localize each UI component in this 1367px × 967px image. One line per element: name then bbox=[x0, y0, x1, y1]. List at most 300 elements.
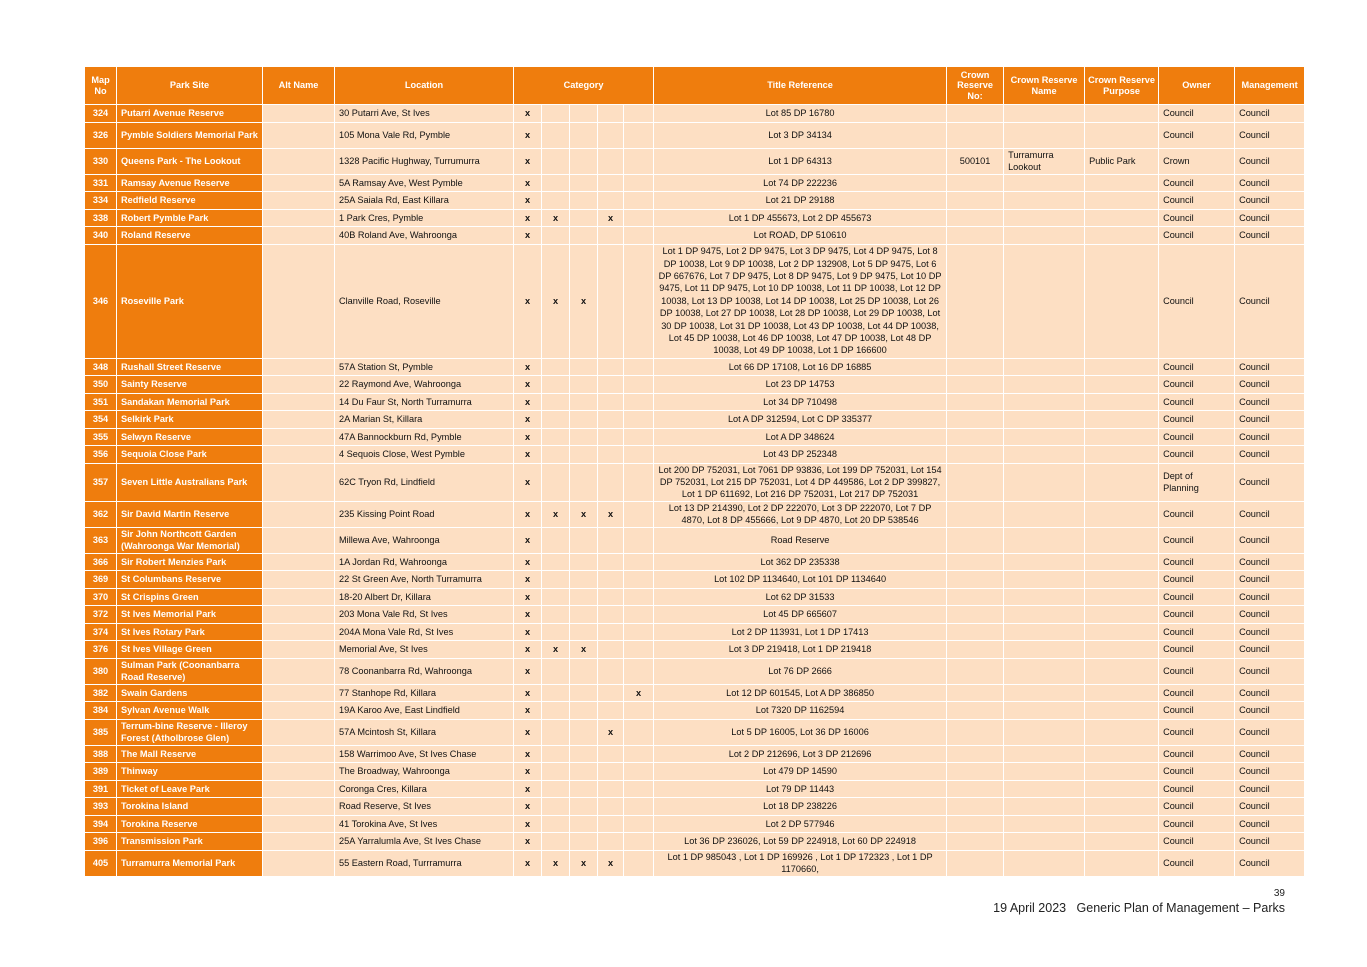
crown-reserve-no-cell bbox=[947, 122, 1004, 148]
category-1-cell: x bbox=[514, 641, 542, 659]
category-4-cell bbox=[598, 527, 624, 553]
park-site-cell: St Ives Memorial Park bbox=[117, 606, 263, 624]
crown-reserve-name-cell bbox=[1004, 623, 1085, 641]
category-3-cell bbox=[570, 527, 598, 553]
table-row bbox=[85, 501, 1305, 527]
category-3-cell bbox=[570, 588, 598, 606]
category-4-cell bbox=[598, 463, 624, 501]
category-2-cell bbox=[542, 658, 570, 684]
crown-reserve-no-cell bbox=[947, 244, 1004, 358]
park-site-cell: St Ives Rotary Park bbox=[117, 623, 263, 641]
location-cell: 158 Warrimoo Ave, St Ives Chase bbox=[335, 745, 514, 763]
owner-cell: Council bbox=[1159, 244, 1235, 358]
category-4-cell bbox=[598, 745, 624, 763]
category-2-cell bbox=[542, 623, 570, 641]
category-5-cell bbox=[624, 658, 654, 684]
crown-reserve-name-cell bbox=[1004, 227, 1085, 245]
management-cell: Council bbox=[1235, 571, 1305, 589]
category-1-cell: x bbox=[514, 244, 542, 358]
table-row bbox=[85, 463, 1305, 501]
management-cell: Council bbox=[1235, 501, 1305, 527]
table-body bbox=[85, 105, 1305, 877]
category-1-cell: x bbox=[514, 815, 542, 833]
alt-name-cell bbox=[263, 446, 335, 464]
management-cell: Council bbox=[1235, 641, 1305, 659]
category-1-cell: x bbox=[514, 105, 542, 123]
category-3-cell bbox=[570, 833, 598, 851]
owner-cell: Council bbox=[1159, 105, 1235, 123]
location-cell: 2A Marian St, Killara bbox=[335, 411, 514, 429]
location-cell: 235 Kissing Point Road bbox=[335, 501, 514, 527]
category-4-cell bbox=[598, 815, 624, 833]
owner-cell: Dept of Planning bbox=[1159, 463, 1235, 501]
management-cell: Council bbox=[1235, 174, 1305, 192]
crown-reserve-purpose-cell bbox=[1085, 658, 1159, 684]
category-5-cell bbox=[624, 393, 654, 411]
category-3-cell bbox=[570, 192, 598, 210]
management-cell: Council bbox=[1235, 411, 1305, 429]
alt-name-cell bbox=[263, 588, 335, 606]
category-5-cell bbox=[624, 105, 654, 123]
park-site-cell: Putarri Avenue Reserve bbox=[117, 105, 263, 123]
location-cell: 18-20 Albert Dr, Killara bbox=[335, 588, 514, 606]
category-2-cell bbox=[542, 376, 570, 394]
category-4-cell bbox=[598, 105, 624, 123]
owner-cell: Council bbox=[1159, 501, 1235, 527]
table-row bbox=[85, 209, 1305, 227]
category-4-cell bbox=[598, 376, 624, 394]
owner-cell: Council bbox=[1159, 446, 1235, 464]
map-no-cell: 357 bbox=[85, 463, 117, 501]
title-reference-cell: Lot 1 DP 985043 , Lot 1 DP 169926 , Lot 1 DP 172323 , Lot 1 DP 1170660, bbox=[654, 850, 947, 876]
map-no-cell: 370 bbox=[85, 588, 117, 606]
location-cell: 41 Torokina Ave, St Ives bbox=[335, 815, 514, 833]
management-cell: Council bbox=[1235, 745, 1305, 763]
category-3-cell bbox=[570, 105, 598, 123]
map-no-cell: 346 bbox=[85, 244, 117, 358]
table-row bbox=[85, 719, 1305, 745]
map-no-cell: 394 bbox=[85, 815, 117, 833]
owner-cell: Council bbox=[1159, 815, 1235, 833]
alt-name-cell bbox=[263, 393, 335, 411]
crown-reserve-name-cell bbox=[1004, 428, 1085, 446]
crown-reserve-no-cell bbox=[947, 393, 1004, 411]
owner-cell: Council bbox=[1159, 833, 1235, 851]
map-no-cell: 396 bbox=[85, 833, 117, 851]
map-no-cell: 356 bbox=[85, 446, 117, 464]
category-5-cell bbox=[624, 411, 654, 429]
crown-reserve-purpose-cell bbox=[1085, 244, 1159, 358]
category-1-cell: x bbox=[514, 227, 542, 245]
title-reference-cell: Lot 79 DP 11443 bbox=[654, 780, 947, 798]
location-cell: 1328 Pacific Hughway, Turrumurra bbox=[335, 148, 514, 174]
owner-cell: Council bbox=[1159, 745, 1235, 763]
category-3-cell: x bbox=[570, 501, 598, 527]
management-cell: Council bbox=[1235, 393, 1305, 411]
category-5-cell bbox=[624, 174, 654, 192]
owner-cell: Council bbox=[1159, 209, 1235, 227]
category-2-cell bbox=[542, 702, 570, 720]
category-1-cell: x bbox=[514, 719, 542, 745]
crown-reserve-purpose-cell bbox=[1085, 227, 1159, 245]
crown-reserve-purpose-cell bbox=[1085, 376, 1159, 394]
title-reference-cell: Lot 102 DP 1134640, Lot 101 DP 1134640 bbox=[654, 571, 947, 589]
map-no-cell: 380 bbox=[85, 658, 117, 684]
management-cell: Council bbox=[1235, 122, 1305, 148]
crown-reserve-no-cell bbox=[947, 815, 1004, 833]
category-5-cell bbox=[624, 719, 654, 745]
management-cell: Council bbox=[1235, 780, 1305, 798]
page-number: 39 bbox=[1273, 888, 1285, 899]
header-alt-name: Alt Name bbox=[263, 67, 335, 105]
header-crown-reserve-purpose: Crown Reserve Purpose bbox=[1085, 67, 1159, 105]
header-location: Location bbox=[335, 67, 514, 105]
crown-reserve-name-cell bbox=[1004, 393, 1085, 411]
crown-reserve-no-cell bbox=[947, 553, 1004, 571]
category-1-cell: x bbox=[514, 850, 542, 876]
category-5-cell bbox=[624, 641, 654, 659]
park-site-cell: Ramsay Avenue Reserve bbox=[117, 174, 263, 192]
crown-reserve-purpose-cell bbox=[1085, 411, 1159, 429]
alt-name-cell bbox=[263, 745, 335, 763]
title-reference-cell: Lot 12 DP 601545, Lot A DP 386850 bbox=[654, 684, 947, 702]
category-3-cell bbox=[570, 428, 598, 446]
crown-reserve-name-cell bbox=[1004, 684, 1085, 702]
table-row bbox=[85, 658, 1305, 684]
park-site-cell: Ticket of Leave Park bbox=[117, 780, 263, 798]
crown-reserve-name-cell bbox=[1004, 244, 1085, 358]
title-reference-cell: Lot A DP 348624 bbox=[654, 428, 947, 446]
category-5-cell bbox=[624, 501, 654, 527]
alt-name-cell bbox=[263, 850, 335, 876]
category-4-cell bbox=[598, 148, 624, 174]
management-cell: Council bbox=[1235, 833, 1305, 851]
crown-reserve-purpose-cell bbox=[1085, 815, 1159, 833]
crown-reserve-name-cell bbox=[1004, 553, 1085, 571]
category-2-cell: x bbox=[542, 641, 570, 659]
alt-name-cell bbox=[263, 606, 335, 624]
category-3-cell bbox=[570, 376, 598, 394]
category-4-cell bbox=[598, 702, 624, 720]
category-5-cell bbox=[624, 446, 654, 464]
location-cell: 57A Mcintosh St, Killara bbox=[335, 719, 514, 745]
title-reference-cell: Lot 45 DP 665607 bbox=[654, 606, 947, 624]
category-3-cell bbox=[570, 122, 598, 148]
table-row bbox=[85, 376, 1305, 394]
owner-cell: Council bbox=[1159, 606, 1235, 624]
map-no-cell: 348 bbox=[85, 358, 117, 376]
map-no-cell: 340 bbox=[85, 227, 117, 245]
category-2-cell bbox=[542, 684, 570, 702]
management-cell: Council bbox=[1235, 658, 1305, 684]
header-category: Category bbox=[514, 67, 654, 105]
map-no-cell: 372 bbox=[85, 606, 117, 624]
category-2-cell bbox=[542, 815, 570, 833]
category-4-cell bbox=[598, 358, 624, 376]
category-1-cell: x bbox=[514, 763, 542, 781]
crown-reserve-no-cell bbox=[947, 501, 1004, 527]
crown-reserve-name-cell bbox=[1004, 745, 1085, 763]
category-3-cell bbox=[570, 798, 598, 816]
category-1-cell: x bbox=[514, 684, 542, 702]
title-reference-cell: Lot 23 DP 14753 bbox=[654, 376, 947, 394]
header-owner: Owner bbox=[1159, 67, 1235, 105]
owner-cell: Council bbox=[1159, 553, 1235, 571]
map-no-cell: 334 bbox=[85, 192, 117, 210]
table-row bbox=[85, 192, 1305, 210]
table-row bbox=[85, 815, 1305, 833]
crown-reserve-purpose-cell bbox=[1085, 833, 1159, 851]
category-2-cell bbox=[542, 463, 570, 501]
category-2-cell bbox=[542, 719, 570, 745]
category-4-cell bbox=[598, 606, 624, 624]
crown-reserve-purpose-cell bbox=[1085, 192, 1159, 210]
park-site-cell: Torokina Reserve bbox=[117, 815, 263, 833]
parks-table bbox=[84, 66, 1305, 877]
category-2-cell bbox=[542, 122, 570, 148]
crown-reserve-purpose-cell bbox=[1085, 428, 1159, 446]
category-3-cell: x bbox=[570, 641, 598, 659]
crown-reserve-purpose-cell bbox=[1085, 606, 1159, 624]
alt-name-cell bbox=[263, 192, 335, 210]
crown-reserve-no-cell bbox=[947, 684, 1004, 702]
alt-name-cell bbox=[263, 428, 335, 446]
crown-reserve-purpose-cell bbox=[1085, 553, 1159, 571]
category-5-cell bbox=[624, 192, 654, 210]
park-site-cell: Redfield Reserve bbox=[117, 192, 263, 210]
location-cell: 14 Du Faur St, North Turramurra bbox=[335, 393, 514, 411]
owner-cell: Council bbox=[1159, 428, 1235, 446]
management-cell: Council bbox=[1235, 227, 1305, 245]
title-reference-cell: Road Reserve bbox=[654, 527, 947, 553]
category-4-cell bbox=[598, 411, 624, 429]
table-row bbox=[85, 606, 1305, 624]
category-2-cell bbox=[542, 148, 570, 174]
table-row bbox=[85, 850, 1305, 876]
map-no-cell: 384 bbox=[85, 702, 117, 720]
management-cell: Council bbox=[1235, 798, 1305, 816]
crown-reserve-name-cell bbox=[1004, 658, 1085, 684]
category-2-cell bbox=[542, 588, 570, 606]
park-site-cell: Selwyn Reserve bbox=[117, 428, 263, 446]
crown-reserve-purpose-cell bbox=[1085, 763, 1159, 781]
alt-name-cell bbox=[263, 227, 335, 245]
map-no-cell: 362 bbox=[85, 501, 117, 527]
location-cell: 47A Bannockburn Rd, Pymble bbox=[335, 428, 514, 446]
management-cell: Council bbox=[1235, 428, 1305, 446]
crown-reserve-no-cell bbox=[947, 358, 1004, 376]
crown-reserve-purpose-cell bbox=[1085, 745, 1159, 763]
category-5-cell bbox=[624, 227, 654, 245]
owner-cell: Council bbox=[1159, 719, 1235, 745]
owner-cell: Council bbox=[1159, 658, 1235, 684]
category-5-cell bbox=[624, 606, 654, 624]
management-cell: Council bbox=[1235, 763, 1305, 781]
map-no-cell: 326 bbox=[85, 122, 117, 148]
title-reference-cell: Lot 2 DP 113931, Lot 1 DP 17413 bbox=[654, 623, 947, 641]
category-1-cell: x bbox=[514, 780, 542, 798]
crown-reserve-no-cell bbox=[947, 780, 1004, 798]
management-cell: Council bbox=[1235, 623, 1305, 641]
alt-name-cell bbox=[263, 684, 335, 702]
title-reference-cell: Lot 18 DP 238226 bbox=[654, 798, 947, 816]
crown-reserve-purpose-cell: Public Park bbox=[1085, 148, 1159, 174]
location-cell: 22 St Green Ave, North Turramurra bbox=[335, 571, 514, 589]
table-row bbox=[85, 393, 1305, 411]
title-reference-cell: Lot 1 DP 64313 bbox=[654, 148, 947, 174]
table-row bbox=[85, 446, 1305, 464]
footer-document-title: Generic Plan of Management – Parks bbox=[1076, 901, 1285, 915]
management-cell: Council bbox=[1235, 588, 1305, 606]
category-3-cell bbox=[570, 463, 598, 501]
category-3-cell bbox=[570, 571, 598, 589]
category-2-cell: x bbox=[542, 850, 570, 876]
park-site-cell: Sylvan Avenue Walk bbox=[117, 702, 263, 720]
park-site-cell: Roland Reserve bbox=[117, 227, 263, 245]
map-no-cell: 338 bbox=[85, 209, 117, 227]
location-cell: 5A Ramsay Ave, West Pymble bbox=[335, 174, 514, 192]
map-no-cell: 324 bbox=[85, 105, 117, 123]
owner-cell: Council bbox=[1159, 227, 1235, 245]
owner-cell: Council bbox=[1159, 850, 1235, 876]
management-cell: Council bbox=[1235, 527, 1305, 553]
location-cell: 22 Raymond Ave, Wahroonga bbox=[335, 376, 514, 394]
location-cell: Road Reserve, St Ives bbox=[335, 798, 514, 816]
category-4-cell: x bbox=[598, 501, 624, 527]
title-reference-cell: Lot 1 DP 9475, Lot 2 DP 9475, Lot 3 DP 9475, Lot 4 DP 9475, Lot 8 DP 10038, Lot 9 DP 10038, Lot 2 DP 132908, Lot 5 DP 9475, Lot 6 DP 667676, Lot 7 DP 9475, Lot 8 DP 9475, Lot 9 DP 9475, Lot 10 DP 9475, Lot 11 DP 9475, Lot 10 DP 10038, Lot 11 DP 10038, Lot 12 DP 10038, Lot 13 DP 10038, Lot 14 DP 10038, Lot 25 DP 10038, Lot 26 DP 10038, Lot 27 DP 10038, Lot 28 DP 10038, Lot 29 DP 10038, Lot 30 DP 10038, Lot 31 DP 10038, Lot 43 DP 10038, Lot 44 DP 10038, Lot 45 DP 10038, Lot 46 DP 10038, Lot 47 DP 10038, Lot 48 DP 10038, Lot 49 DP 10038, Lot 1 DP 166600 bbox=[654, 244, 947, 358]
crown-reserve-no-cell bbox=[947, 376, 1004, 394]
category-3-cell bbox=[570, 358, 598, 376]
alt-name-cell bbox=[263, 553, 335, 571]
table-row bbox=[85, 833, 1305, 851]
category-1-cell: x bbox=[514, 833, 542, 851]
crown-reserve-name-cell bbox=[1004, 798, 1085, 816]
owner-cell: Council bbox=[1159, 411, 1235, 429]
location-cell: The Broadway, Wahroonga bbox=[335, 763, 514, 781]
table-row bbox=[85, 428, 1305, 446]
crown-reserve-no-cell bbox=[947, 798, 1004, 816]
category-2-cell bbox=[542, 105, 570, 123]
crown-reserve-no-cell bbox=[947, 623, 1004, 641]
alt-name-cell bbox=[263, 763, 335, 781]
map-no-cell: 355 bbox=[85, 428, 117, 446]
category-4-cell: x bbox=[598, 209, 624, 227]
category-2-cell: x bbox=[542, 244, 570, 358]
crown-reserve-purpose-cell bbox=[1085, 501, 1159, 527]
crown-reserve-no-cell bbox=[947, 606, 1004, 624]
location-cell: 204A Mona Vale Rd, St Ives bbox=[335, 623, 514, 641]
crown-reserve-no-cell bbox=[947, 192, 1004, 210]
park-site-cell: Sulman Park (Coonanbarra Road Reserve) bbox=[117, 658, 263, 684]
crown-reserve-purpose-cell bbox=[1085, 780, 1159, 798]
map-no-cell: 376 bbox=[85, 641, 117, 659]
management-cell: Council bbox=[1235, 553, 1305, 571]
header-map-no: Map No bbox=[85, 67, 117, 105]
crown-reserve-name-cell bbox=[1004, 527, 1085, 553]
alt-name-cell bbox=[263, 658, 335, 684]
table-row bbox=[85, 411, 1305, 429]
crown-reserve-purpose-cell bbox=[1085, 122, 1159, 148]
location-cell: Coronga Cres, Killara bbox=[335, 780, 514, 798]
category-1-cell: x bbox=[514, 606, 542, 624]
category-5-cell bbox=[624, 623, 654, 641]
title-reference-cell: Lot 66 DP 17108, Lot 16 DP 16885 bbox=[654, 358, 947, 376]
category-4-cell bbox=[598, 641, 624, 659]
location-cell: 77 Stanhope Rd, Killara bbox=[335, 684, 514, 702]
category-1-cell: x bbox=[514, 501, 542, 527]
alt-name-cell bbox=[263, 174, 335, 192]
category-5-cell bbox=[624, 763, 654, 781]
crown-reserve-purpose-cell bbox=[1085, 641, 1159, 659]
crown-reserve-no-cell bbox=[947, 658, 1004, 684]
category-1-cell: x bbox=[514, 658, 542, 684]
category-1-cell: x bbox=[514, 358, 542, 376]
category-4-cell bbox=[598, 780, 624, 798]
category-3-cell bbox=[570, 446, 598, 464]
alt-name-cell bbox=[263, 148, 335, 174]
map-no-cell: 366 bbox=[85, 553, 117, 571]
title-reference-cell: Lot 7320 DP 1162594 bbox=[654, 702, 947, 720]
category-4-cell bbox=[598, 571, 624, 589]
park-site-cell: Sir John Northcott Garden (Wahroonga War Memorial) bbox=[117, 527, 263, 553]
owner-cell: Council bbox=[1159, 684, 1235, 702]
alt-name-cell bbox=[263, 623, 335, 641]
park-site-cell: The Mall Reserve bbox=[117, 745, 263, 763]
location-cell: 4 Sequois Close, West Pymble bbox=[335, 446, 514, 464]
table-row bbox=[85, 358, 1305, 376]
category-4-cell bbox=[598, 428, 624, 446]
category-4-cell bbox=[598, 192, 624, 210]
crown-reserve-purpose-cell bbox=[1085, 209, 1159, 227]
crown-reserve-purpose-cell bbox=[1085, 719, 1159, 745]
alt-name-cell bbox=[263, 780, 335, 798]
category-4-cell bbox=[598, 833, 624, 851]
category-2-cell bbox=[542, 411, 570, 429]
title-reference-cell: Lot 34 DP 710498 bbox=[654, 393, 947, 411]
category-3-cell bbox=[570, 658, 598, 684]
category-2-cell bbox=[542, 763, 570, 781]
category-1-cell: x bbox=[514, 148, 542, 174]
category-4-cell bbox=[598, 393, 624, 411]
crown-reserve-purpose-cell bbox=[1085, 702, 1159, 720]
location-cell: 1A Jordan Rd, Wahroonga bbox=[335, 553, 514, 571]
crown-reserve-name-cell bbox=[1004, 763, 1085, 781]
map-no-cell: 331 bbox=[85, 174, 117, 192]
map-no-cell: 405 bbox=[85, 850, 117, 876]
crown-reserve-name-cell bbox=[1004, 641, 1085, 659]
category-4-cell: x bbox=[598, 719, 624, 745]
category-3-cell bbox=[570, 719, 598, 745]
category-2-cell bbox=[542, 553, 570, 571]
park-site-cell: Pymble Soldiers Memorial Park bbox=[117, 122, 263, 148]
title-reference-cell: Lot 2 DP 577946 bbox=[654, 815, 947, 833]
title-reference-cell: Lot 76 DP 2666 bbox=[654, 658, 947, 684]
category-4-cell bbox=[598, 798, 624, 816]
location-cell: 78 Coonanbarra Rd, Wahroonga bbox=[335, 658, 514, 684]
category-1-cell: x bbox=[514, 527, 542, 553]
table-row bbox=[85, 174, 1305, 192]
header-title-reference: Title Reference bbox=[654, 67, 947, 105]
management-cell: Council bbox=[1235, 244, 1305, 358]
category-1-cell: x bbox=[514, 174, 542, 192]
table-row bbox=[85, 527, 1305, 553]
alt-name-cell bbox=[263, 358, 335, 376]
owner-cell: Council bbox=[1159, 763, 1235, 781]
crown-reserve-name-cell bbox=[1004, 411, 1085, 429]
map-no-cell: 369 bbox=[85, 571, 117, 589]
table-row bbox=[85, 763, 1305, 781]
table-row bbox=[85, 553, 1305, 571]
